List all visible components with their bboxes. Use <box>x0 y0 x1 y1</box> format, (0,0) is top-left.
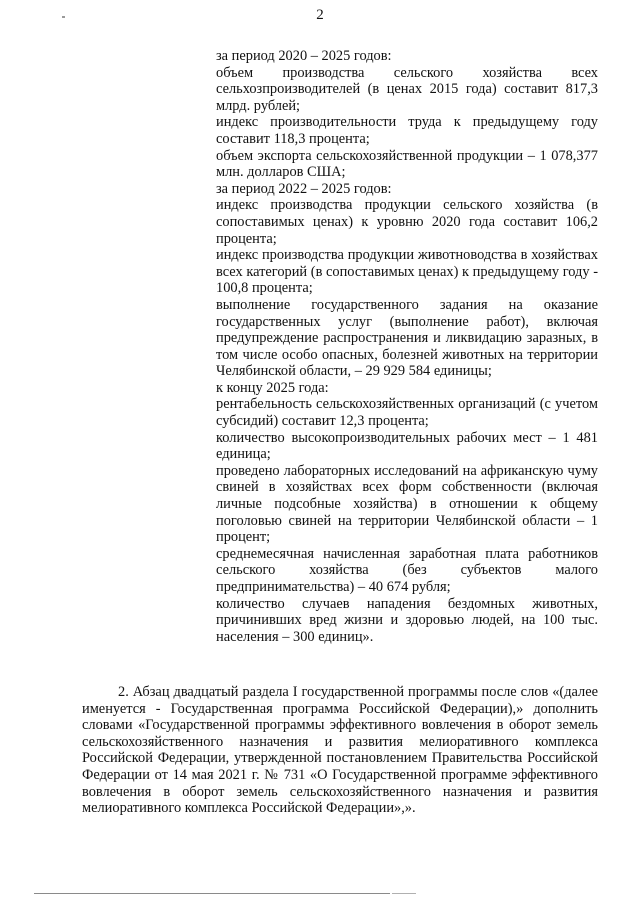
indicator-high-productivity-jobs: количество высокопроизводительных рабочих мест – 1 481 единица; <box>216 429 598 463</box>
indicator-swine-fever-tests: проведено лабораторных исследований на африканскую чуму свиней в хозяйствах всех форм собственности (включая личные подсобные хозяйства) в отношении к общему поголовью свиней на территории Челябинской области – 1 процент; <box>216 462 598 546</box>
scan-mark <box>62 16 65 18</box>
indicator-livestock-index: индекс производства продукции животноводства в хозяйствах всех категорий (в сопоставимых ценах) к предыдущему году - 100,8 процента; <box>216 247 598 297</box>
footer-rule <box>34 893 390 894</box>
indicator-production-volume: объем производства сельского хозяйства всех сельхозпроизводителей (в ценах 2015 года) составит 817,3 млрд. рублей; <box>216 64 598 114</box>
indicator-profitability: рентабельность сельскохозяйственных организаций (с учетом субсидий) составит 12,3 процента; <box>216 396 598 430</box>
period-heading-2020-2025: за период 2020 – 2025 годов: <box>216 48 392 64</box>
indicator-stray-animal-attacks: количество случаев нападения бездомных животных, причинивших вред жизни и здоровью людей, на 100 тыс. населения – 300 единиц». <box>216 595 598 645</box>
indicator-agri-production-index: индекс производства продукции сельского хозяйства (в сопоставимых ценах) к уровню 2020 года составит 106,2 процента; <box>216 197 598 247</box>
period-heading-2022-2025: за период 2022 – 2025 годов: <box>216 180 392 197</box>
indicator-labor-productivity: индекс производительности труда к предыдущему году составит 118,3 процента; <box>216 114 598 147</box>
indicator-average-salary: среднемесячная начисленная заработная плата работников сельского хозяйства (без субъектов малого предпринимательства) – 40 674 рубля; <box>216 545 598 595</box>
page-number: 2 <box>316 7 324 23</box>
amendment-paragraph-2: 2. Абзац двадцатый раздела I государственной программы после слов «(далее именуется - Государственная программа Российской Федерации),» дополнить словами «Государственной программы эффективного вовлечения в оборот земель сельскохозяйственного назначения и развития мелиоративного комплекса Российской Федерации, утвержденной постановлением Правительства Российской Федерации от 14 мая 2021 г. № 731 «О Государственной программе эффективного вовлечения в оборот земель сельскохозяйственного назначения и развития мелиоративного комплекса Российской Федерации»,». <box>82 684 598 817</box>
footer-rule-segment <box>392 893 416 894</box>
period-heading-end-2025: к концу 2025 года: <box>216 379 329 396</box>
indicator-export-volume: объем экспорта сельскохозяйственной продукции – 1 078,377 млн. долларов США; <box>216 147 598 181</box>
indicator-list <box>216 48 598 645</box>
amendment-section <box>82 684 598 817</box>
indicator-state-assignment: выполнение государственного задания на оказание государственных услуг (выполнение работ), включая предупреждение распространения и ликвидацию заразных, в том числе особо опасных, болезней животных на территории Челябинской области, – 29 929 584 единицы; <box>216 296 598 380</box>
